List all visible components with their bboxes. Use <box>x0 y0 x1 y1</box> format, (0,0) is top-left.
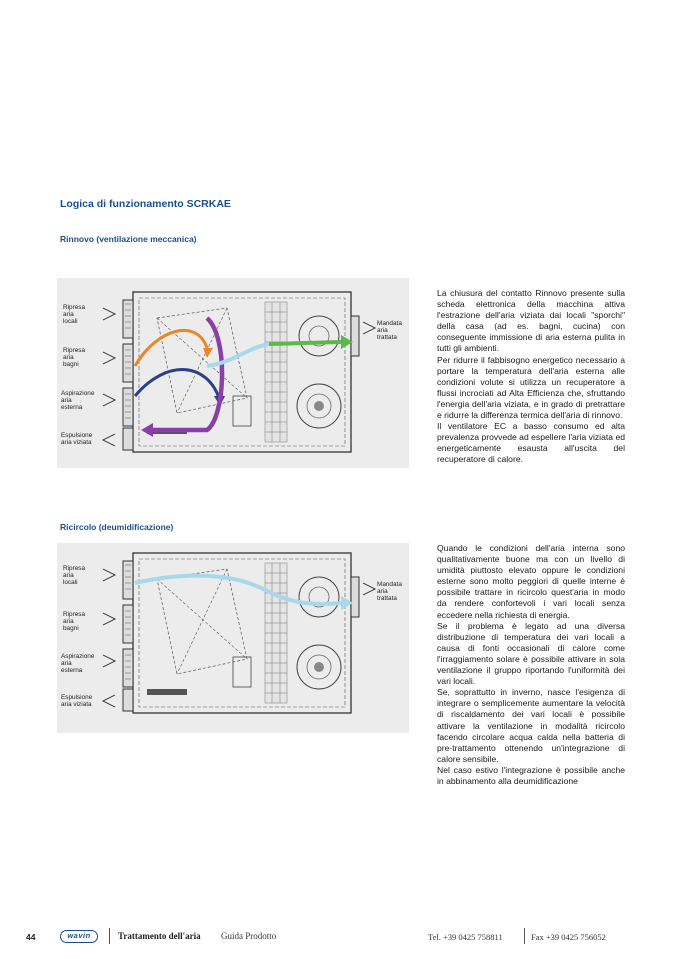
flow-lightblue <box>207 344 269 366</box>
wavin-logo: wavin <box>60 930 98 943</box>
paragraph: Il ventilatore EC a basso consumo ed alta prevalenza provvede ad espellere l'aria viziata ed energeticamente esausta all'uscita del recuperatore di calore. <box>437 421 625 465</box>
footer-section-subtitle: Guida Prodotto <box>221 931 277 941</box>
footer-tel: Tel. +39 0425 758811 <box>428 932 503 942</box>
left-arrows <box>103 308 115 446</box>
diagram-rinnovo-drawing <box>57 278 409 468</box>
footer-divider <box>109 928 110 944</box>
paragraph: Se il problema è legato ad una diversa distribuzione di temperatura dei vari locali a causa di fonti occasionali di calore come l'irraggiamento solare è possibile attivare in sola ventilazione il gruppo riportando l'uniformità dei vari locali. <box>437 620 625 687</box>
paragraph: Nel caso estivo l'integrazione è possibile anche in abbinamento alla deumidificazione <box>437 764 625 786</box>
page-title: Logica di funzionamento SCRKAE <box>60 198 231 210</box>
label-ripresa-locali: Ripresa aria locali <box>63 304 86 325</box>
paragraph: Quando le condizioni dell'aria interna sono qualitativamente buone ma con un livello di umidità piuttosto elevato oppure le condizioni esterne sono molto peggiori di quelle interne è possibile trattare in ricircolo quest'aria in modo da rendere confortevoli i vari locali senza eccedere nella richiesta di energia. <box>437 543 625 620</box>
flow-lightblue <box>135 576 271 593</box>
diagram-ricircolo-drawing <box>57 543 409 733</box>
section-subtitle-rinnovo: Rinnovo (ventilazione meccanica) <box>60 234 197 244</box>
description-ricircolo <box>437 543 625 787</box>
flow-navy <box>135 370 219 398</box>
inlet-flanges <box>123 300 133 450</box>
label-ripresa-locali: Ripresa aria locali <box>63 565 86 586</box>
paragraph: La chiusura del contatto Rinnovo presente sulla scheda elettronica della macchina attiva l'estrazione dell'aria viziata dai locali "sporchi" della casa (ad es. bagni, cucina) con conseguente immissione di aria esterna pulita in tutti gli ambienti. <box>437 288 625 354</box>
paragraph: Per ridurre il fabbisogno energetico necessario a portare la temperatura dell'aria esterna alle condizioni volute si utilizza un recuperatore a flussi incrociati ad Alta Efficienza che, sfruttando l'energia dell'aria viziata, e in grado di pretrattare e ridurre la differenza termica dell'aria di rinnovo. <box>437 354 625 421</box>
label-mandata: Mandata aria trattata <box>377 320 402 341</box>
label-ripresa-bagni: Ripresa aria bagni <box>63 347 86 368</box>
footer-divider <box>524 928 525 944</box>
label-mandata: Mandata aria trattata <box>377 581 402 602</box>
inlet-flanges <box>123 561 133 711</box>
label-ripresa-bagni: Ripresa aria bagni <box>63 611 86 632</box>
label-espulsione: Espulsione aria viziata <box>61 694 93 708</box>
diagram-ricircolo <box>57 543 409 733</box>
fan-top <box>299 577 339 617</box>
footer <box>0 930 678 946</box>
diagram-rinnovo <box>57 278 409 468</box>
coil-grid <box>265 302 287 442</box>
footer-section-title: Trattamento dell'aria <box>118 931 201 941</box>
left-arrows <box>103 569 115 707</box>
page-number: 44 <box>26 932 36 942</box>
section-subtitle-ricircolo: Ricircolo (deumidificazione) <box>60 522 174 532</box>
label-aspirazione: Aspirazione aria esterna <box>61 390 95 411</box>
paragraph: Se, soprattutto in inverno, nasce l'esigenza di integrare o semplicemente aumentare la velocità di riscaldamento dei vari locali è possibile attivare la ventilazione in modalità ricircolo facendo circolare acqua calda nella batteria di pre-trattamento ottenendo un'integrazione di calore sensibile. <box>437 687 625 764</box>
description-rinnovo <box>437 288 625 466</box>
coil-grid <box>265 563 287 703</box>
flow-orange <box>135 330 207 366</box>
label-aspirazione: Aspirazione aria esterna <box>61 653 95 674</box>
flow-green <box>269 342 341 344</box>
label-espulsione: Espulsione aria viziata <box>61 432 93 446</box>
footer-fax: Fax +39 0425 756052 <box>531 932 606 942</box>
fan-top <box>299 316 339 356</box>
